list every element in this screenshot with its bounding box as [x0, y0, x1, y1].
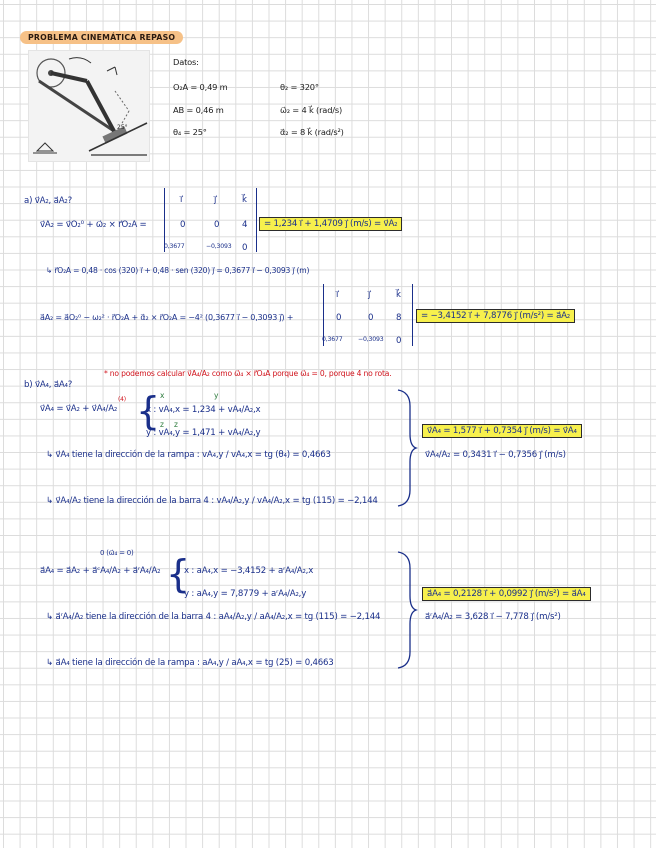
- accel-a4a2-result: a⃗ʳA₄/A₂ = 3,628 i⃗ − 7,778 j⃗ (m/s²): [425, 612, 561, 622]
- accel-system-brace: {: [166, 552, 191, 596]
- part-a-label: a) v⃗A₂, a⃗A₂?: [24, 196, 72, 206]
- velocity-a4-result: v⃗A₄ = 1,577 i⃗ + 0,7354 j⃗ (m/s) = v⃗A₄: [422, 424, 582, 438]
- det1-r2c1: 0: [180, 220, 186, 230]
- det2-i: i⃗: [336, 290, 339, 300]
- accel-system-x: x : aA₄,x = −3,4152 + aʳA₄/A₂,x: [184, 566, 314, 576]
- velocity-system-y: y : vA₄,y = 1,471 + vA₄/A₂,y: [146, 428, 261, 438]
- datos-label: Datos:: [173, 57, 199, 67]
- green-mark-z1: z: [160, 420, 164, 429]
- dato-o2a: O₂A = 0,49 m: [173, 82, 228, 92]
- green-mark-x: x: [160, 391, 165, 400]
- det2-r2c3: 8: [396, 313, 402, 323]
- accel-a4-eq: a⃗A₄ = a⃗A₂ + a⃗ᶜA₄/A₂ + a⃗ʳA₄/A₂: [40, 566, 161, 576]
- velocity-system-brace: {: [136, 389, 161, 433]
- det1-r3c2: −0,3093: [206, 243, 232, 250]
- red-note: * no podemos calcular v⃗A₄/A₂ como ω⃗₄ × r⃗O₄A porque ω⃗₄ = 0, porque 4 no rota.: [104, 369, 392, 378]
- part-b-label: b) v⃗A₄, a⃗A₄?: [24, 380, 73, 390]
- velocity-a2-result: = 1,234 i⃗ + 1,4709 j⃗ (m/s) = v⃗A₂: [259, 217, 402, 231]
- velocity-a4a2-result: v⃗A₄/A₂ = 0,3431 i⃗ − 0,7356 j⃗ (m/s): [425, 450, 566, 460]
- det1-j: j⃗: [214, 195, 217, 205]
- mechanism-diagram: [28, 50, 150, 162]
- dato-theta4: θ₄ = 25°: [173, 127, 207, 137]
- det2-r3c2: −0,3093: [358, 336, 384, 343]
- velocity-a4-eq: v⃗A₄ = v⃗A₂ + v⃗A₄/A₂: [40, 404, 118, 414]
- accel-a2-result: = −3,4152 i⃗ + 7,8776 j⃗ (m/s²) = a⃗A₂: [416, 309, 575, 323]
- velocity-right-brace: [396, 388, 418, 508]
- det2-j: j⃗: [368, 290, 371, 300]
- accel-right-brace: [396, 550, 418, 670]
- green-mark-z2: z: [174, 420, 178, 429]
- accel-note-barra: ↳ a⃗ʳA₄/A₂ tiene la dirección de la barra 4 : aA₄/A₂,y / aA₄/A₂,x = tg (115) = −2,144: [46, 612, 381, 622]
- velocity-a4-eq-sup: (4): [118, 396, 126, 403]
- det1-k: k⃗: [242, 195, 247, 205]
- velocity-a2-lhs: v⃗A₂ = v⃗O₂⁰ + ω⃗₂ × r⃗O₂A =: [40, 220, 147, 230]
- dato-theta2: θ₂ = 320°: [280, 82, 319, 92]
- det2-k: k⃗: [396, 290, 401, 300]
- accel-eq-sup: 0 (ω⃗₄ = 0): [100, 549, 134, 557]
- mechanism-sketch: [29, 51, 149, 161]
- angle-label: 25°: [117, 124, 128, 131]
- velocity-system-x: x : vA₄,x = 1,234 + vA₄/A₂,x: [146, 405, 261, 415]
- position-o2a-note: ↳ r⃗O₂A = 0,48 · cos (320) i⃗ + 0,48 · sen (320) j⃗ = 0,3677 i⃗ − 0,3093 j⃗ (m): [46, 266, 310, 275]
- det2-right-bar: [412, 284, 413, 346]
- velocity-note-rampa: ↳ v⃗A₄ tiene la dirección de la rampa : vA₄,y / vA₄,x = tg (θ₄) = 0,4663: [46, 450, 331, 460]
- green-mark-y: y: [214, 391, 219, 400]
- det1-r2c3: 4: [242, 220, 248, 230]
- det2-r3c1: 0,3677: [322, 336, 343, 343]
- dato-alpha2: α⃗₂ = 8 k⃗ (rad/s²): [280, 127, 344, 137]
- accel-a4-result: a⃗A₄ = 0,2128 i⃗ + 0,0992 j⃗ (m/s²) = a⃗A₄: [422, 587, 591, 601]
- accel-system-y: y : aA₄,y = 7,8779 + aʳA₄/A₂,y: [184, 589, 307, 599]
- page-title: PROBLEMA CINEMÁTICA REPASO: [20, 31, 183, 44]
- dato-omega2: ω⃗₂ = 4 k⃗ (rad/s): [280, 105, 343, 115]
- det1-right-bar: [256, 188, 257, 252]
- velocity-note-barra: ↳ v⃗A₄/A₂ tiene la dirección de la barra 4 : vA₄/A₂,y / vA₄/A₂,x = tg (115) = −2,144: [46, 496, 378, 506]
- det2-r2c1: 0: [336, 313, 342, 323]
- accel-a2-lhs: a⃗A₂ = a⃗O₂⁰ − ω₂² · r⃗O₂A + α⃗₂ × r⃗O₂A = −4² (0,3677 i⃗ − 0,3093 j⃗) +: [40, 313, 294, 322]
- det1-i: i⃗: [180, 195, 183, 205]
- dato-ab: AB = 0,46 m: [173, 105, 224, 115]
- det2-r2c2: 0: [368, 313, 374, 323]
- det1-r3c1: 0,3677: [164, 243, 185, 250]
- det1-r2c2: 0: [214, 220, 220, 230]
- det2-r3c3: 0: [396, 336, 402, 346]
- accel-note-rampa: ↳ a⃗A₄ tiene la dirección de la rampa : aA₄,y / aA₄,x = tg (25) = 0,4663: [46, 658, 334, 668]
- det1-r3c3: 0: [242, 243, 248, 253]
